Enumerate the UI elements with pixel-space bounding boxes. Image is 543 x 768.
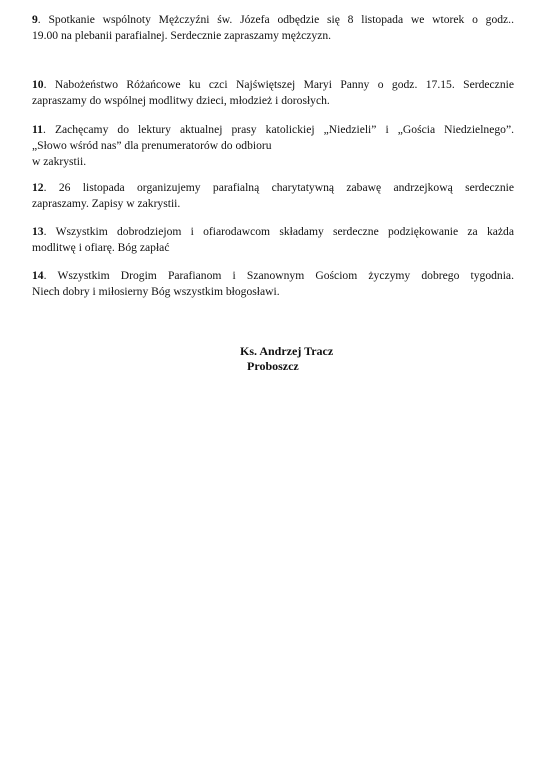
notice-number-suffix: .	[43, 269, 47, 282]
notice-number: 14	[32, 269, 44, 282]
notice-10	[32, 77, 514, 109]
notice-11	[32, 122, 514, 170]
notice-text-line: Spotkanie wspólnoty Mężczyźni św. Józefa odbędzie się 8 listopada we wtorek o godz..	[48, 13, 514, 26]
notice-number-suffix: .	[43, 181, 47, 194]
notice-number-suffix: .	[43, 225, 47, 238]
notice-number-suffix: .	[37, 13, 41, 26]
notice-text-line: zapraszamy. Zapisy w zakrystii.	[32, 197, 181, 210]
notice-text-line: „Słowo wśród nas” dla prenumeratorów do odbioru	[32, 139, 272, 152]
notice-13	[32, 224, 514, 256]
notice-14	[32, 268, 514, 300]
notice-number-suffix: .	[42, 123, 46, 136]
notice-number: 13	[32, 225, 44, 238]
notice-text-line: Zachęcamy do lektury aktualnej prasy katolickiej „Niedzieli” i „Gościa Niedzielnego”.	[54, 123, 514, 136]
notice-text-line: zapraszamy do wspólnej modlitwy dzieci, młodzież i dorosłych.	[32, 94, 330, 107]
notice-number-suffix: .	[43, 78, 47, 91]
notice-text-line: 19.00 na plebanii parafialnej. Serdecznie zapraszamy mężczyzn.	[32, 29, 332, 42]
notice-text-line: Wszystkim Drogim Parafianom i Szanownym Gościom życzymy dobrego tygodnia.	[57, 269, 514, 282]
notice-12	[32, 180, 514, 212]
notice-text-line: Wszystkim dobrodziejom i ofiarodawcom składamy serdeczne podziękowanie za każda	[55, 225, 514, 238]
notice-text-line: Nabożeństwo Różańcowe ku czci Najświętszej Maryi Panny o godz. 17.15. Serdecznie	[54, 78, 514, 91]
notice-number: 11	[32, 123, 43, 136]
signature-title: Proboszcz	[247, 359, 299, 373]
notice-number: 12	[32, 181, 44, 194]
notice-text-line: w zakrystii.	[32, 155, 87, 168]
notice-text-line: modlitwę i ofiarę. Bóg zapłać	[32, 241, 170, 254]
notice-9	[32, 12, 514, 44]
notice-text-line: 26 listopada organizujemy parafialną charytatywną zabawę andrzejkową serdecznie	[58, 181, 514, 194]
notice-text-line: Niech dobry i miłosierny Bóg wszystkim błogosławi.	[32, 285, 280, 298]
notice-number: 9	[32, 13, 38, 26]
signature-name: Ks. Andrzej Tracz	[240, 344, 334, 358]
notice-number: 10	[32, 78, 44, 91]
